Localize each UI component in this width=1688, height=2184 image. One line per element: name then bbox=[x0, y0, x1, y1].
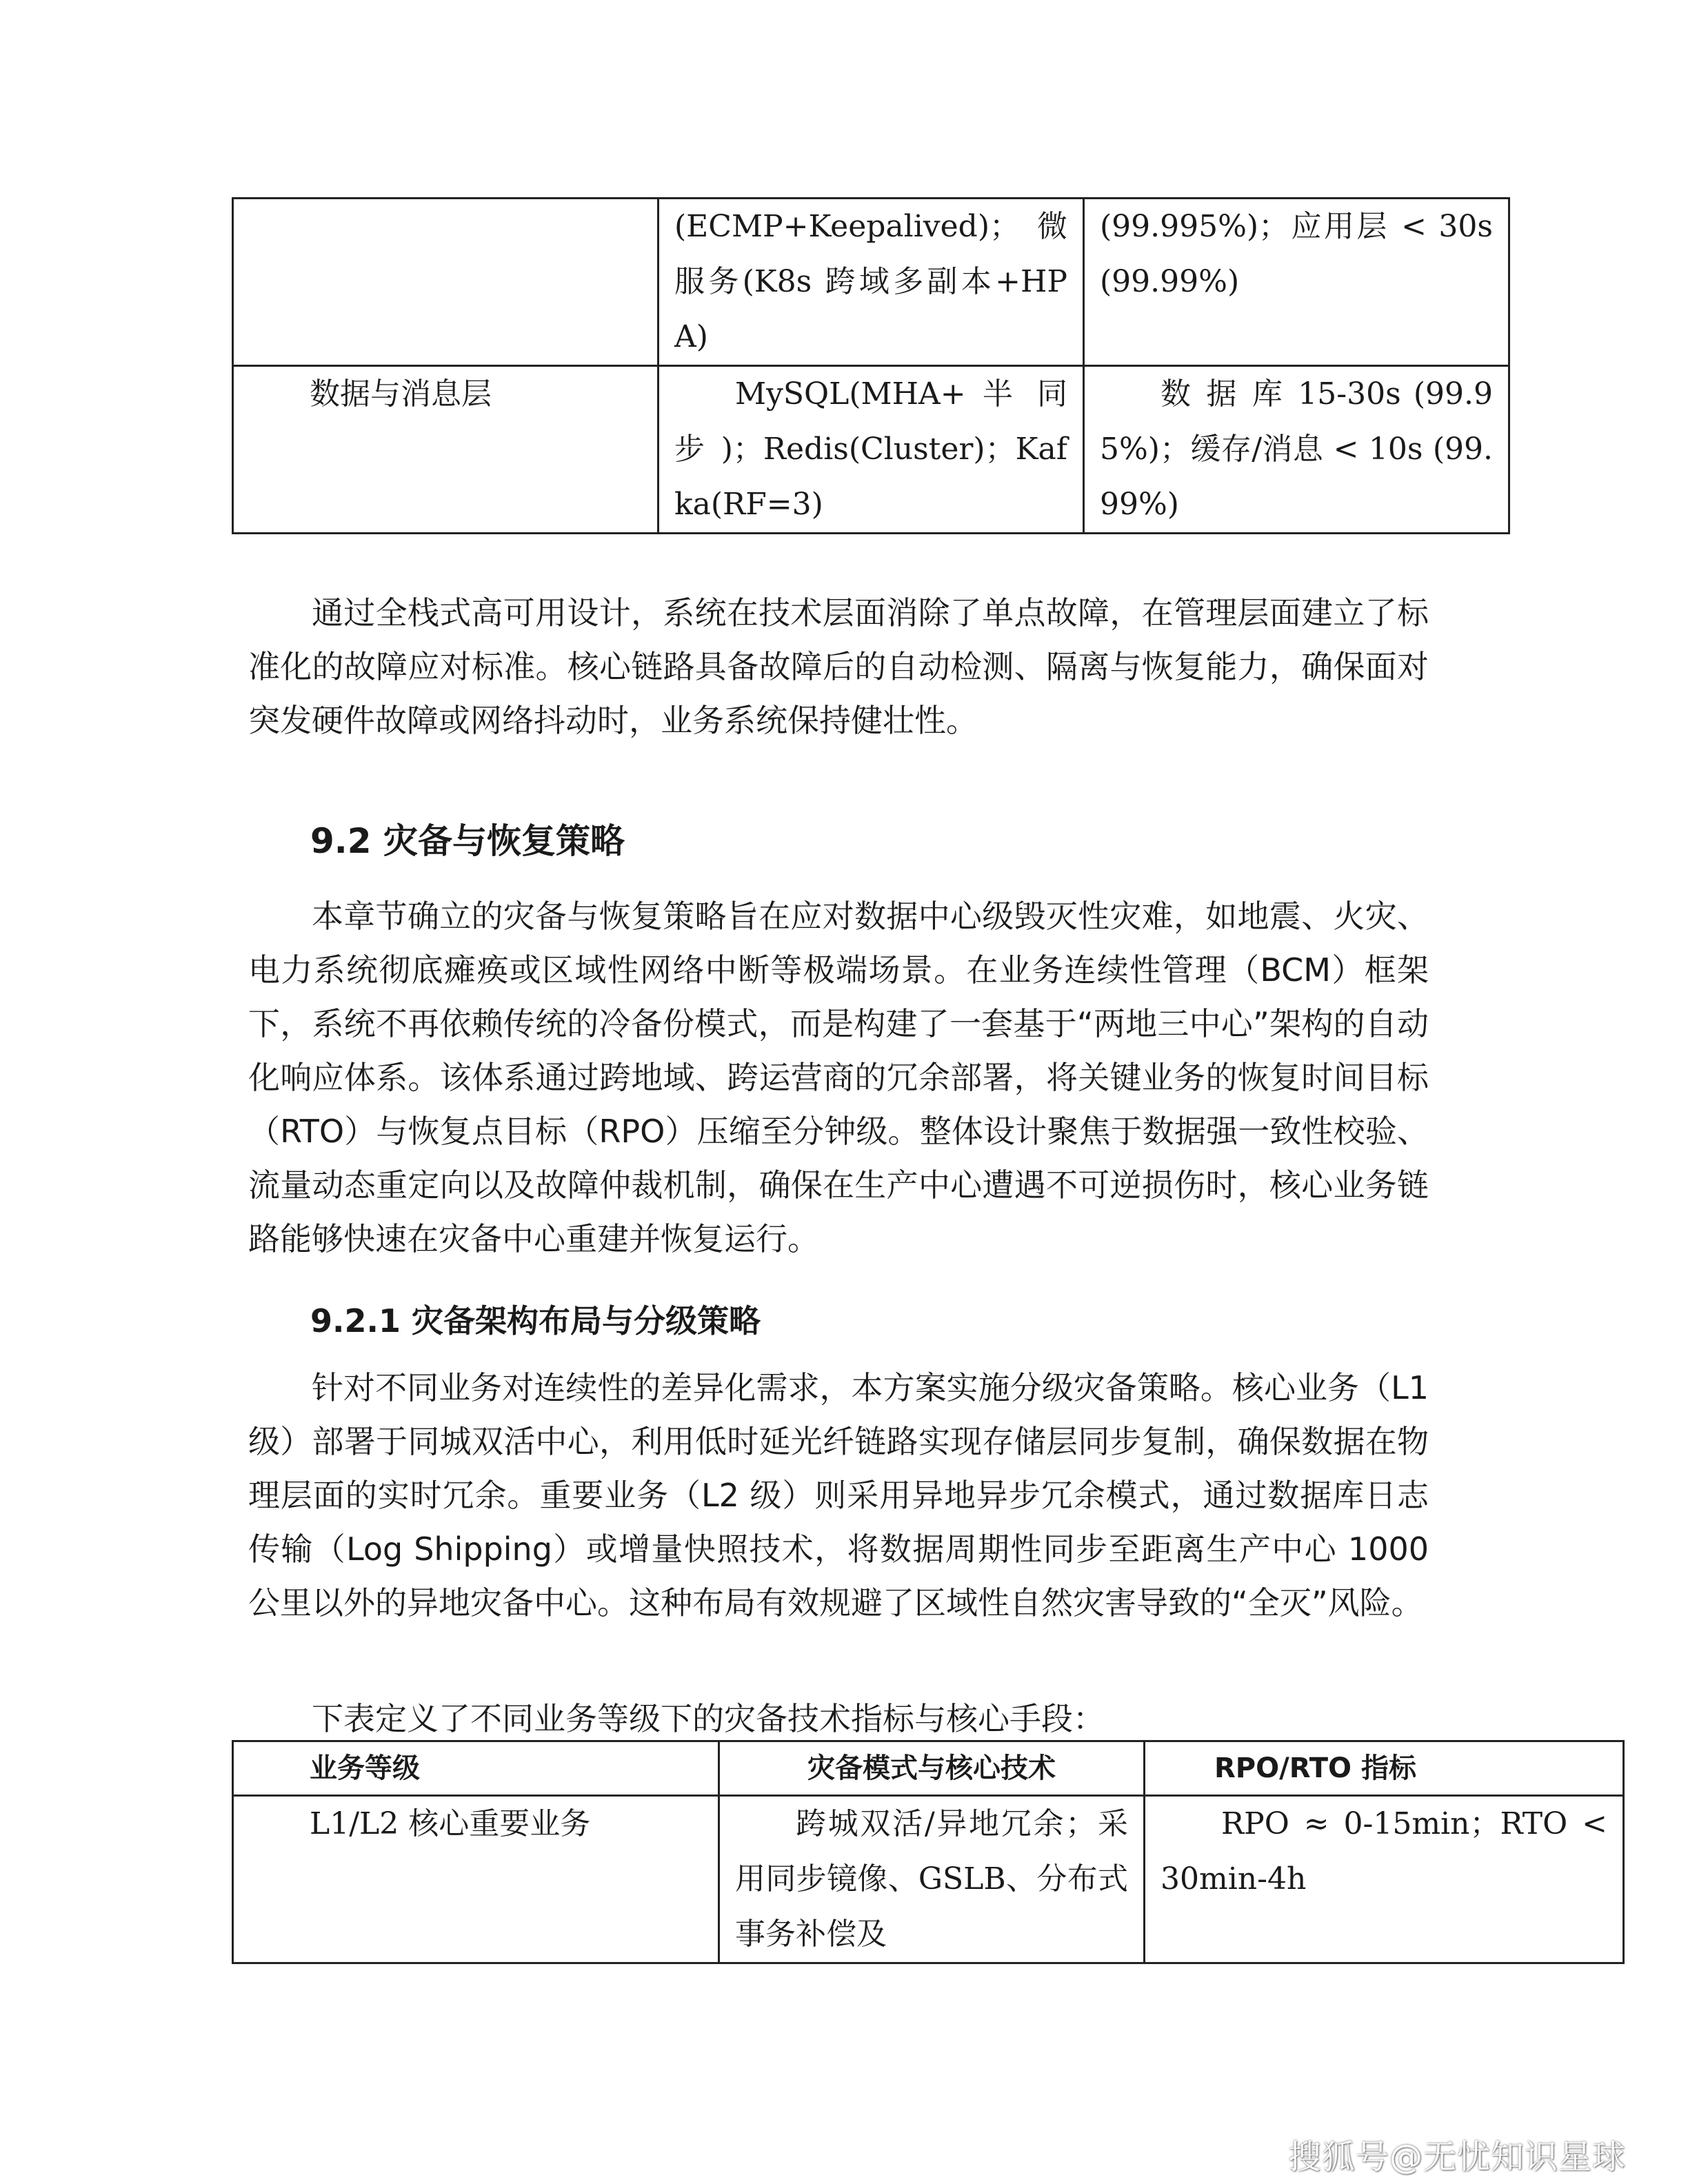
subsection-heading: 9.2.1 灾备架构布局与分级策略 bbox=[310, 1302, 761, 1339]
table-cell-metric: (99.995%)；应用层 < 30s (99.99%) bbox=[1084, 199, 1509, 366]
table-cell-metric: RPO ≈ 0-15min；RTO < 30min-4h bbox=[1145, 1796, 1624, 1963]
section-heading: 9.2 灾备与恢复策略 bbox=[310, 821, 625, 861]
table-header-metric: RPO/RTO 指标 bbox=[1145, 1741, 1624, 1796]
table-header-row bbox=[233, 1741, 1624, 1796]
table-row bbox=[233, 199, 1509, 366]
dr-metrics-table bbox=[232, 1740, 1625, 1964]
table-cell-technology: MySQL(MHA+ 半 同 步)；Redis(Cluster)；Kafka(RF=3) bbox=[659, 366, 1084, 534]
paragraph-table-intro: 下表定义了不同业务等级下的灾备技术指标与核心手段： bbox=[312, 1700, 1105, 1737]
availability-table-continued bbox=[232, 197, 1510, 534]
table-cell-layer bbox=[233, 199, 659, 366]
table-cell-technology: 跨城双活/异地冗余；采用同步镜像、GSLB、分布式事务补偿及 bbox=[719, 1796, 1145, 1963]
watermark: 搜狐号@无忧知识星球 bbox=[1287, 2138, 1626, 2176]
table-cell-layer: 数据与消息层 bbox=[233, 366, 659, 534]
paragraph-dr-strategy: 本章节确立的灾备与恢复策略旨在应对数据中心级毁灭性灾难，如地震、火灾、电力系统彻底瘫痪或区域性网络中断等极端场景。在业务连续性管理（BCM）框架下，系统不再依赖传统的冷备份模式，而是构建了一套基于“两地三中心”架构的自动化响应体系。该体系通过跨地域、跨运营商的冗余部署，将关键业务的恢复时间目标（RTO）与恢复点目标（RPO）压缩至分钟级。整体设计聚焦于数据强一致性校验、流量动态重定向以及故障仲裁机制，确保在生产中心遭遇不可逆损伤时，核心业务链路能够快速在灾备中心重建并恢复运行。 bbox=[248, 898, 1429, 1257]
paragraph-tiered-strategy: 针对不同业务对连续性的差异化需求，本方案实施分级灾备策略。核心业务（L1 级）部署于同城双活中心，利用低时延光纤链路实现存储层同步复制，确保数据在物理层面的实时冗余。重要业务（L2 级）则采用异地异步冗余模式，通过数据库日志传输（Log Shipping）或增量快照技术，将数据周期性同步至距离生产中心 1000 公里以外的异地灾备中心。这种布局有效规避了区域性自然灾害导致的“全灭”风险。 bbox=[248, 1369, 1429, 1621]
table-cell-technology: (ECMP+Keepalived)；微服务(K8s 跨域多副本+HPA) bbox=[659, 199, 1084, 366]
table-header-tier: 业务等级 bbox=[233, 1741, 719, 1796]
table-header-technology: 灾备模式与核心技术 bbox=[719, 1741, 1145, 1796]
table-cell-metric: 数 据 库 15-30s (99.95%)；缓存/消息 < 10s (99.99%) bbox=[1084, 366, 1509, 534]
table-row bbox=[233, 1796, 1624, 1963]
table-row bbox=[233, 366, 1509, 534]
table-cell-tier: L1/L2 核心重要业务 bbox=[233, 1796, 719, 1963]
paragraph-high-availability-summary: 通过全栈式高可用设计，系统在技术层面消除了单点故障，在管理层面建立了标准化的故障应对标准。核心链路具备故障后的自动检测、隔离与恢复能力，确保面对突发硬件故障或网络抖动时，业务系统保持健壮性。 bbox=[248, 594, 1429, 739]
